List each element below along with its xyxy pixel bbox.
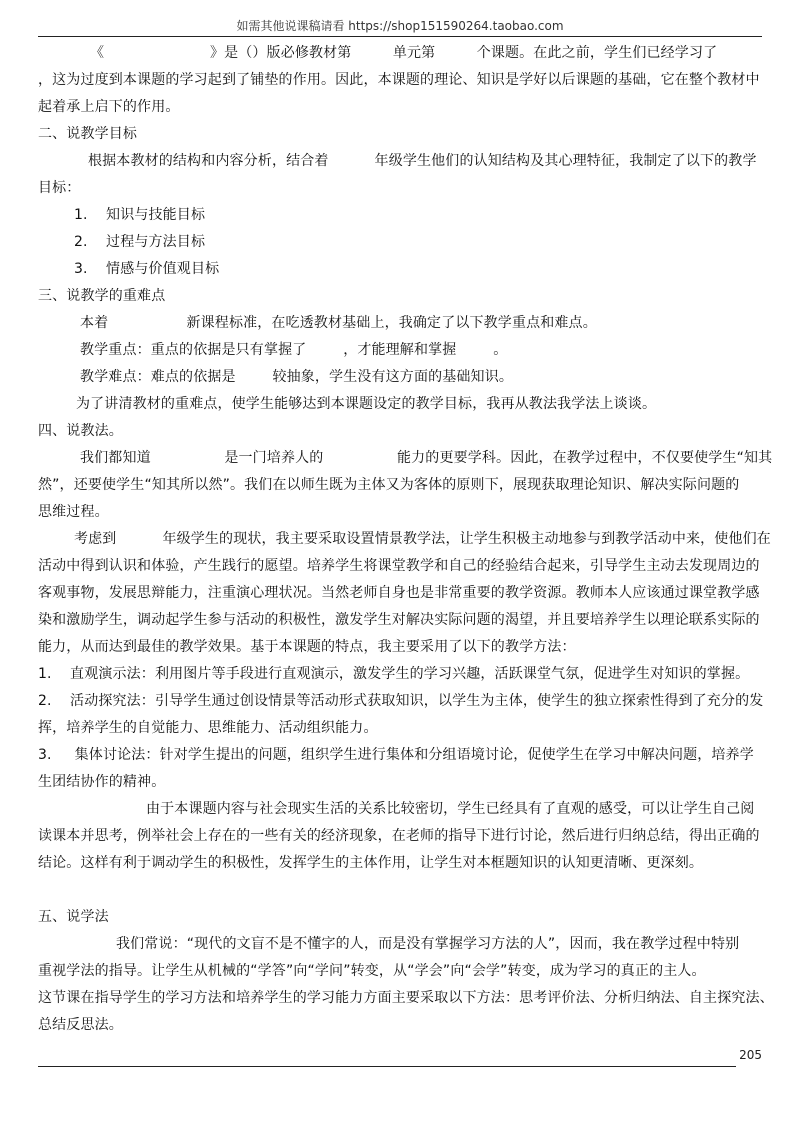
body-line: 3. 集体讨论法：针对学生提出的问题，组织学生进行集体和分组语境讨论，促使学生在学习中解决问题，培养学	[38, 747, 754, 763]
body-line: 根据本教材的结构和内容分析，结合着 年级学生他们的认知结构及其心理特征，我制定了以下的教学	[88, 153, 757, 169]
body-line: 为了讲清教材的重难点，使学生能够达到本课题设定的教学目标，我再从教法我学法上谈谈。	[76, 396, 657, 412]
body-line: 总结反思法。	[38, 1017, 123, 1033]
page-number: 205	[739, 1048, 762, 1062]
body-line: 1. 知识与技能目标	[74, 207, 206, 223]
body-line: 2. 过程与方法目标	[74, 234, 206, 250]
body-line: 结论。这样有利于调动学生的积极性，发挥学生的主体作用，让学生对本框题知识的认知更清晰、更深刻。	[38, 855, 704, 871]
body-line: 染和激励学生，调动起学生参与活动的积极性，激发学生对解决实际问题的渴望，并且要培养学生以理论联系实际的	[38, 612, 760, 628]
body-line: 3. 情感与价值观目标	[74, 261, 220, 277]
body-line: 考虑到 年级学生的现状，我主要采取设置情景教学法，让学生积极主动地参与到教学活动中来，使他们在	[74, 531, 771, 547]
document-body	[38, 40, 774, 1039]
body-line: 本着 新课程标准，在吃透教材基础上，我确定了以下教学重点和难点。	[80, 315, 597, 331]
body-line: 目标：	[38, 180, 81, 196]
body-line: 我们常说：“现代的文盲不是不懂字的人，而是没有掌握学习方法的人”，因而，我在教学过程中特别	[116, 936, 740, 952]
body-line: 五、说学法	[38, 909, 109, 925]
body-line: 1. 直观演示法：利用图片等手段进行直观演示，激发学生的学习兴趣，活跃课堂气氛，促进学生对知识的掌握。	[38, 666, 750, 682]
body-line: 教学重点：重点的依据是只有掌握了 ，才能理解和掌握 。	[80, 342, 508, 358]
body-line: 《 》是（）版必修教材第 单元第 个课题。在此之前，学生们已经学习了	[90, 45, 718, 61]
body-line: 教学难点：难点的依据是 较抽象，学生没有这方面的基础知识。	[80, 369, 513, 385]
body-line: 挥，培养学生的自觉能力、思维能力、活动组织能力。	[38, 720, 378, 736]
body-line: 我们都知道 是一门培养人的 能力的更要学科。因此，在教学过程中，不仅要使学生“知其	[80, 450, 773, 466]
body-line: 客观事物，发展思辩能力，注重演心理状况。当然老师自身也是非常重要的教学资源。教师本人应该通过课堂教学感	[38, 585, 760, 601]
body-line: 思维过程。	[38, 504, 109, 520]
body-line: 活动中得到认识和体验，产生践行的愿望。培养学生将课堂教学和自己的经验结合起来，引导学生主动去发现周边的	[38, 558, 760, 574]
body-line	[38, 877, 762, 904]
page-header-text: 如需其他说课稿请看 https://shop151590264.taobao.com	[236, 19, 564, 33]
body-line: 2. 活动探究法：引导学生通过创设情景等活动形式获取知识，以学生为主体，使学生的独立探索性得到了充分的发	[38, 693, 764, 709]
body-line: 三、说教学的重难点	[38, 288, 166, 304]
body-line: 读课本并思考，例举社会上存在的一些有关的经济现象，在老师的指导下进行讨论，然后进行归纳总结，得出正确的	[38, 828, 760, 844]
body-line: 能力，从而达到最佳的教学效果。基于本课题的特点，我主要采用了以下的教学方法：	[38, 639, 576, 655]
header-divider	[38, 36, 762, 37]
body-line: 这节课在指导学生的学习方法和培养学生的学习能力方面主要采取以下方法：思考评价法、分析归纳法、自主探究法、	[38, 990, 774, 1006]
body-line: 二、说教学目标	[38, 126, 138, 142]
body-line: 起着承上启下的作用。	[38, 99, 180, 115]
body-line: 由于本课题内容与社会现实生活的关系比较密切，学生已经具有了直观的感受，可以让学生自己阅	[146, 801, 755, 817]
body-line: 然”，还要使学生“知其所以然”。我们在以师生既为主体又为客体的原则下，展现获取理论知识、解决实际问题的	[38, 477, 740, 493]
body-line: 生团结协作的精神。	[38, 774, 166, 790]
footer-divider	[38, 1066, 736, 1067]
body-line: ，这为过度到本课题的学习起到了铺垫的作用。因此，本课题的理论、知识是学好以后课题的基础，它在整个教材中	[38, 72, 760, 88]
body-line: 四、说教法。	[38, 423, 123, 439]
body-line: 重视学法的指导。让学生从机械的“学答”向“学问”转变，从“学会”向“会学”转变，成为学习的真正的主人。	[38, 963, 706, 979]
